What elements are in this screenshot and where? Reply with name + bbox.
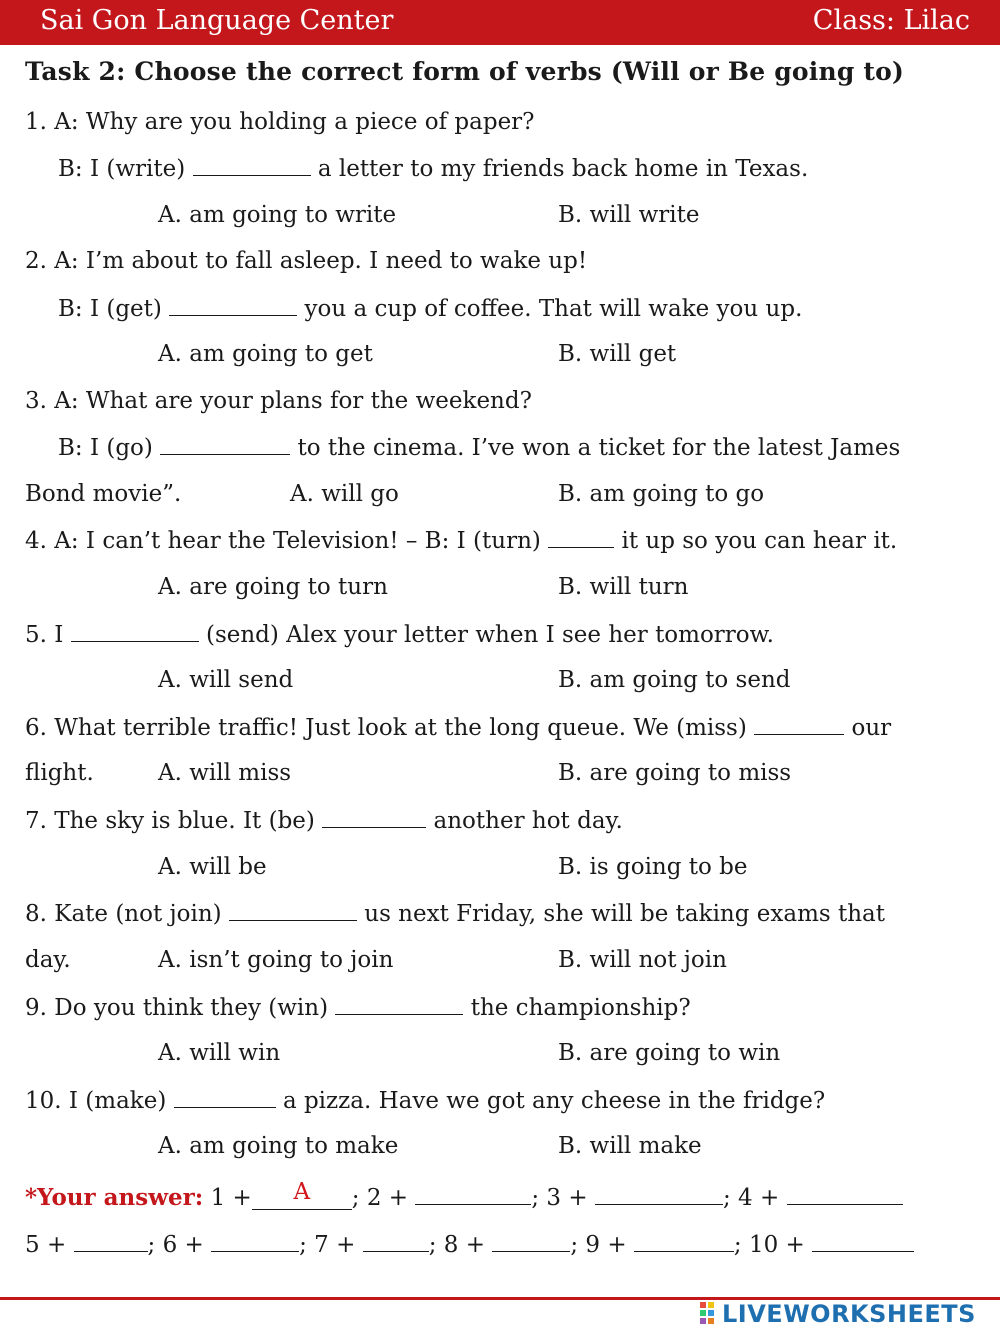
q1-blank[interactable] [193, 153, 311, 176]
q10-blank[interactable] [174, 1085, 276, 1108]
answer-3-input[interactable] [595, 1178, 723, 1205]
q8-sentence: 8. Kate (not join) us next Friday, she will be taking exams that [25, 898, 885, 929]
q2-prompt: 2. A: I’m about to fall asleep. I need to wake up! [25, 248, 588, 274]
answer-8-input[interactable] [492, 1225, 570, 1252]
q4-option-b: B. will turn [558, 574, 689, 600]
q4-blank[interactable] [548, 525, 614, 548]
q3-sentence: B: I (go) to the cinema. I’ve won a ticket for the latest James [58, 432, 900, 463]
q8-blank[interactable] [229, 898, 357, 921]
logo-text: LIVEWORKSHEETS [722, 1300, 976, 1328]
answer-9-input[interactable] [634, 1225, 734, 1252]
q9-blank[interactable] [335, 992, 463, 1015]
answer-row-1: *Your answer: 1 + A ; 2 + ; 3 + ; 4 + [25, 1178, 903, 1213]
q1-prompt: 1. A: Why are you holding a piece of paper? [25, 109, 535, 135]
q6-continuation: flight. [25, 760, 94, 786]
liveworksheets-logo [700, 1300, 976, 1330]
school-name: Sai Gon Language Center [40, 5, 394, 36]
q7-option-b: B. is going to be [558, 854, 748, 880]
q10-option-a: A. am going to make [158, 1133, 399, 1159]
q1-option-b: B. will write [558, 202, 700, 228]
answer-5-input[interactable] [74, 1225, 148, 1252]
q7-option-a: A. will be [158, 854, 267, 880]
q7-sentence: 7. The sky is blue. It (be) another hot day. [25, 805, 623, 836]
q4-sentence: 4. A: I can’t hear the Television! – B: I (turn) it up so you can hear it. [25, 525, 897, 556]
q3-option-a: A. will go [290, 481, 399, 507]
task-title: Task 2: Choose the correct form of verbs (Will or Be going to) [25, 57, 905, 86]
q9-sentence: 9. Do you think they (win) the championship? [25, 992, 691, 1023]
q8-continuation: day. [25, 947, 71, 973]
q6-option-b: B. are going to miss [558, 760, 792, 786]
answer-10-input[interactable] [812, 1225, 914, 1252]
answer-label: *Your answer: [25, 1184, 204, 1211]
q3-continuation: Bond movie”. [25, 481, 182, 507]
q1-sentence: B: I (write) a letter to my friends back home in Texas. [58, 153, 808, 184]
q8-option-a: A. isn’t going to join [158, 947, 394, 973]
q3-prompt: 3. A: What are your plans for the weekend? [25, 388, 532, 414]
q3-blank[interactable] [160, 432, 290, 455]
q9-option-b: B. are going to win [558, 1040, 781, 1066]
q6-option-a: A. will miss [158, 760, 292, 786]
header-bar [0, 0, 1000, 45]
q9-option-a: A. will win [158, 1040, 281, 1066]
answer-row-2: 5 + ; 6 + ; 7 + ; 8 + ; 9 + ; 10 + [25, 1225, 914, 1260]
q4-option-a: A. are going to turn [158, 574, 388, 600]
answer-4-input[interactable] [787, 1178, 903, 1205]
liveworksheets-logo-icon [700, 1302, 716, 1324]
answer-1-input[interactable]: A [252, 1183, 352, 1210]
q1-option-a: A. am going to write [158, 202, 397, 228]
q3-option-b: B. am going to go [558, 481, 765, 507]
q10-sentence: 10. I (make) a pizza. Have we got any cheese in the fridge? [25, 1085, 825, 1116]
q6-sentence: 6. What terrible traffic! Just look at the long queue. We (miss) our [25, 712, 891, 743]
q2-option-b: B. will get [558, 341, 677, 367]
q2-sentence: B: I (get) you a cup of coffee. That will wake you up. [58, 293, 802, 324]
q5-blank[interactable] [71, 619, 199, 642]
q2-option-a: A. am going to get [158, 341, 373, 367]
q2-blank[interactable] [169, 293, 297, 316]
q5-sentence: 5. I (send) Alex your letter when I see her tomorrow. [25, 619, 774, 650]
q8-option-b: B. will not join [558, 947, 727, 973]
q6-blank[interactable] [754, 712, 844, 735]
q5-option-b: B. am going to send [558, 667, 791, 693]
q7-blank[interactable] [322, 805, 426, 828]
answer-7-input[interactable] [363, 1225, 429, 1252]
q10-option-b: B. will make [558, 1133, 702, 1159]
answer-2-input[interactable] [415, 1178, 531, 1205]
class-label: Class: Lilac [812, 5, 970, 36]
answer-6-input[interactable] [211, 1225, 299, 1252]
q5-option-a: A. will send [158, 667, 294, 693]
